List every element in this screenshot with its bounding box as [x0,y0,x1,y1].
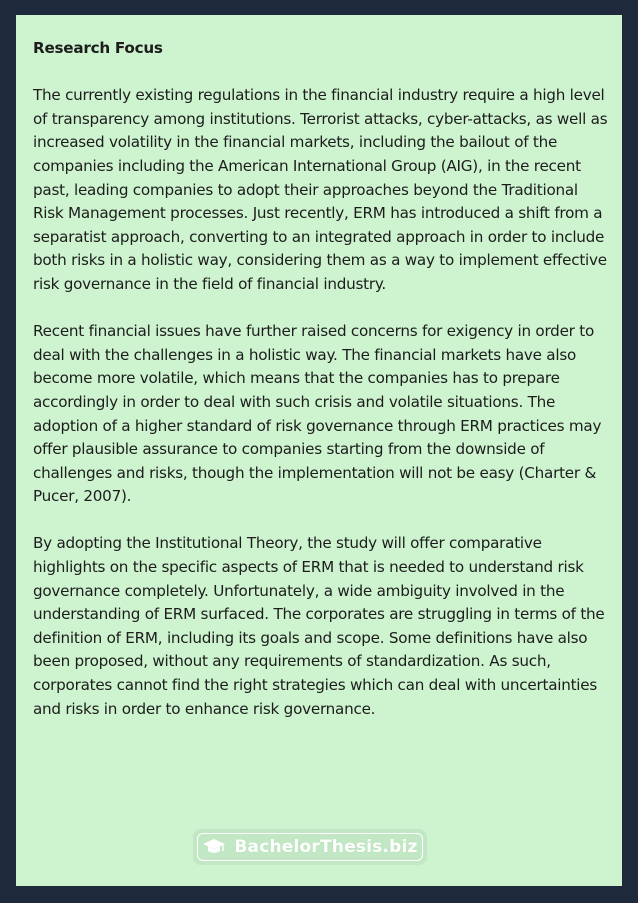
paragraph-2: Recent financial issues have further raised concerns for exigency in order to deal with the challenges in a holistic way. The financial markets have also become more volatile, which means that the companies has to prepare accordingly in order to deal with such crisis and volatile situations. The adoption of a higher standard of risk governance through ERM practices may offer plausible assurance to companies starting from the downside of challenges and risks, though the implementation will not be easy (Charter & Pucer, 2007). [33,322,602,506]
paragraph-1: The currently existing regulations in the financial industry require a high level of transparency among institutions. Terrorist attacks, cyber-attacks, as well as increased volatility in the financial markets, including the bailout of the companies including the American International Group (AIG), in the recent past, leading companies to adopt their approaches beyond the Traditional Risk Management processes. Just recently, ERM has introduced a shift from a separatist approach, converting to an integrated approach in order to include both risks in a holistic way, considering them as a way to implement effective risk governance in the field of financial industry. [33,86,608,293]
document-content [33,37,609,721]
paragraph-3: By adopting the Institutional Theory, the study will offer comparative highlights on the specific aspects of ERM that is needed to understand risk governance completely. Unfortunately, a wide ambiguity involved in the understanding of ERM surfaced. The corporates are struggling in terms of the definition of ERM, including its goals and scope. Some definitions have also been proposed, without any requirements of standardization. As such, corporates cannot find the right strategies which can deal with uncertainties and risks in order to enhance risk governance. [33,534,605,718]
watermark-badge [193,829,427,865]
watermark-text: BachelorThesis.biz [234,837,418,857]
document-page [16,15,622,886]
section-heading: Research Focus [33,39,163,57]
graduation-cap-icon [202,837,226,857]
